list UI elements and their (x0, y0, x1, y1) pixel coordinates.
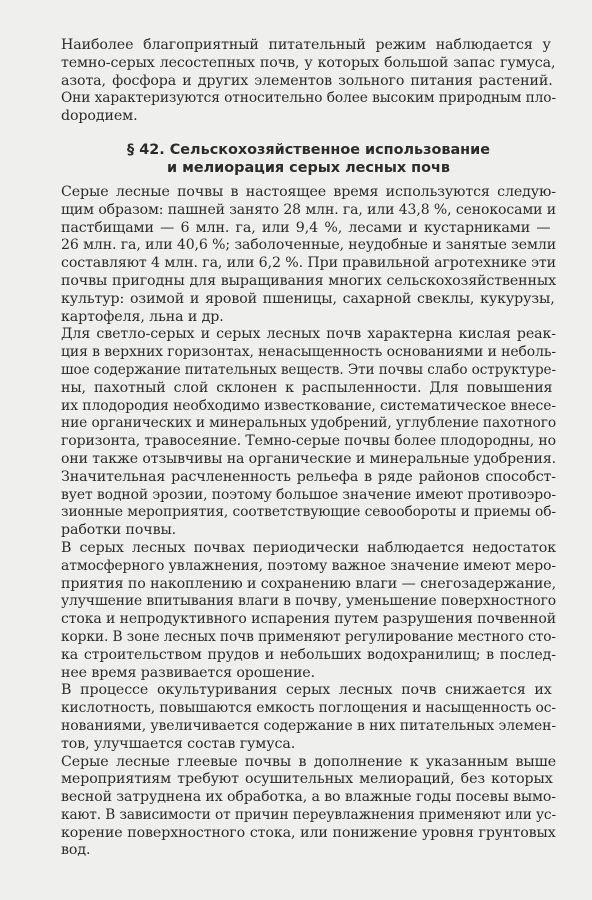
text-line: пастбищами — 6 млн. га, или 9,4 %, лесами и кустарниками — (61, 219, 551, 236)
intro-paragraph (61, 37, 556, 126)
text-line: Серые лесные почвы в настоящее время используются следую- (61, 184, 556, 200)
text-line: кают. В зависимости от причин переувлажнения применяют или ус- (61, 806, 556, 823)
text-line: нованиями, увеличивается содержание в них питательных элемен- (61, 717, 556, 734)
text-line: их плодородия необходимо известкование, систематическое внесе- (61, 397, 556, 414)
text-line: вод. (61, 842, 91, 859)
paragraph (61, 754, 556, 861)
text-line: В процессе окультуривания серых лесных почв снижается их (61, 682, 552, 699)
section-heading-line-2: и мелиорация серых лесных почв (167, 160, 450, 176)
text-line: корки. В зоне лесных почв применяют регулирование местного сто- (61, 628, 556, 645)
text-line: составляют 4 млн. га, или 6,2 %. При правильной агротехнике эти (61, 255, 556, 272)
section-heading-line-1: § 42. Сельскохозяйственное использование (127, 142, 490, 158)
paragraph (61, 682, 556, 753)
text-line: ция в верхних горизонтах, ненасыщенность основаниями и неболь- (61, 344, 556, 361)
text-line: кислотность, повышаются емкость поглощения и насыщенность ос- (61, 700, 556, 717)
text-line: атмосферного увлажнения, поэтому важное значение имеют меро- (61, 557, 556, 574)
text-line: картофеля, льна и др. (61, 308, 224, 325)
text-line: горизонта, травосеяние. Темно-серые почвы более плодородны, но (61, 433, 556, 450)
text-line: культур: озимой и яровой пшеницы, сахарной свеклы, кукурузы, (61, 290, 555, 307)
text-line: щим образом: пашней занято 28 млн. га, или 43,8 %, сенокосами и (61, 201, 556, 218)
text-line: темно-серых лесостепных почв, у которых большой запас гумуса, (61, 54, 556, 71)
text-line: Для светло-серых и серых лесных почв характерна кислая реак- (61, 326, 556, 343)
text-line: весной затруднена их обработка, а во влажные годы посевы вымо- (61, 789, 556, 806)
text-line: dородием. (61, 108, 138, 125)
text-line: мероприятиям требуют осушительных мелиораций, без которых (61, 771, 553, 788)
text-line: ка строительством прудов и небольших водохранилищ; в послед- (61, 646, 556, 663)
paragraph (61, 540, 556, 682)
text-line: Наиболее благоприятный питательный режим наблюдается у (61, 37, 551, 53)
text-line: Серые лесные глеевые почвы в дополнение к указанным выше (61, 753, 556, 770)
text-line: зионные мероприятия, соответствующие севообороты и приемы об- (61, 504, 556, 521)
text-line: ны, пахотный слой склонен к распыленности. Для повышения (61, 379, 553, 396)
text-line: В серых лесных почвах периодически наблюдается недостаток (61, 539, 556, 556)
text-line: они также отзывчивы на органические и минеральные удобрения. (61, 450, 556, 467)
text-line: Они характеризуются относительно более высоким природным пло- (61, 90, 556, 107)
text-line: приятия по накоплению и сохранению влаги — снегозадержание, (61, 575, 556, 592)
text-line: азота, фосфора и других элементов зольного питания растений. (61, 72, 553, 89)
paragraph (61, 326, 556, 468)
text-line: нее время развивается орошение. (61, 664, 316, 681)
text-line: шое содержание питательных веществ. Эти почвы слабо оструктуре- (61, 361, 556, 378)
text-line: 26 млн. га, или 40,6 %; заболоченные, неудобные и занятые земли (61, 237, 556, 254)
text-line: тов, улучшается состав гумуса. (61, 735, 296, 752)
text-line: корение поверхностного стока, или понижение уровня грунтовых (61, 824, 556, 841)
paragraph (61, 184, 556, 326)
text-line: Значительная расчлененность рельефа в ряде районов способст- (61, 468, 556, 485)
text-line: стока и непродуктивного испарения путем разрушения почвенной (61, 611, 556, 628)
text-line: ние органических и минеральных удобрений, углубление пахотного (61, 415, 556, 432)
paragraph (61, 469, 556, 540)
section-body (61, 184, 556, 860)
text-line: почвы пригодны для выращивания многих сельскохозяйственных (61, 272, 556, 289)
text-line: работки почвы. (61, 522, 177, 539)
section-heading (61, 141, 556, 177)
text-line: улучшение впитывания влаги в почву, уменьшение поверхностного (61, 593, 556, 610)
text-line: вует водной эрозии, поэтому большое значение имеют противоэро- (61, 486, 556, 503)
